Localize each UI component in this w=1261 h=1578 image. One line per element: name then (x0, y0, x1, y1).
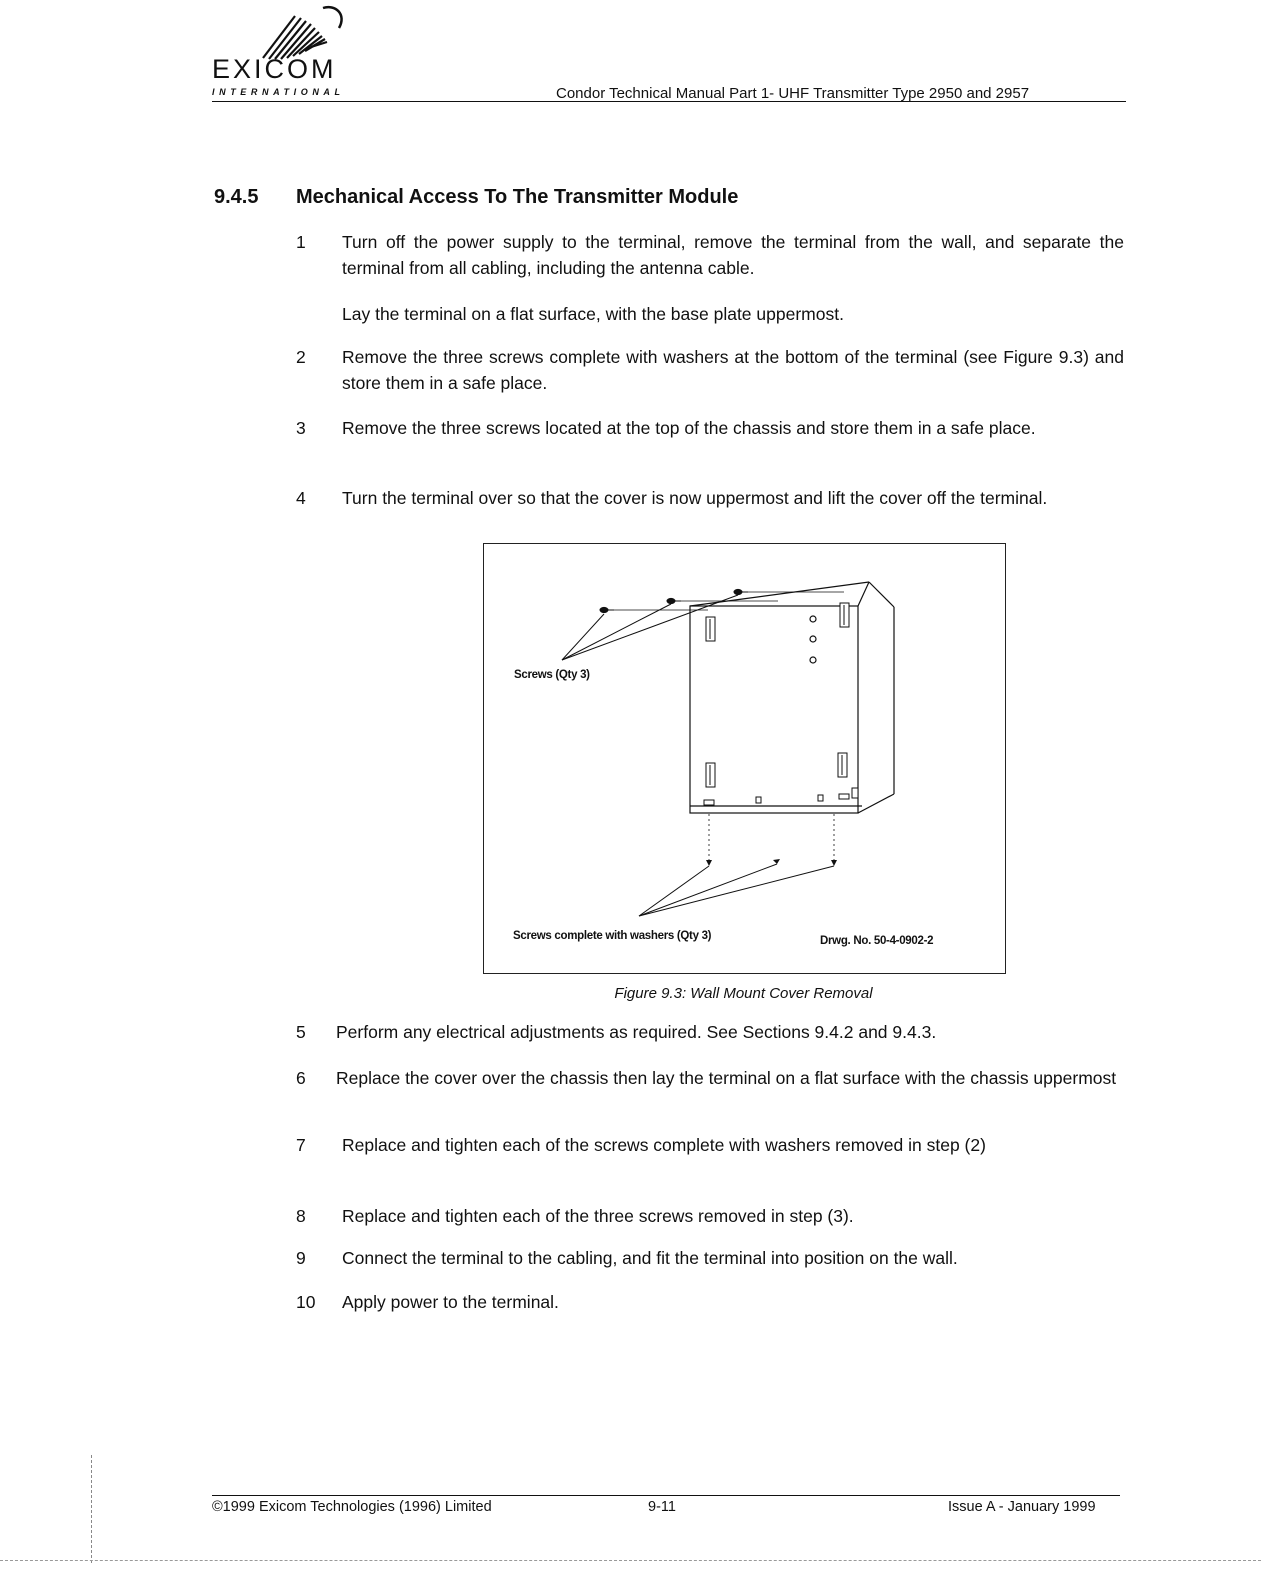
header-title: Condor Technical Manual Part 1- UHF Transmitter Type 2950 and 2957 (556, 85, 1030, 102)
step-text: Apply power to the terminal. (342, 1292, 559, 1312)
step-number: 6 (296, 1068, 306, 1088)
step-6 (296, 1065, 1124, 1091)
step-1-note: Lay the terminal on a flat surface, with the base plate uppermost. (342, 304, 844, 324)
footer-issue: Issue A - January 1999 (948, 1499, 1096, 1515)
step-text: Replace the cover over the chassis then lay the terminal on a flat surface with the chassis uppermost (336, 1068, 1117, 1088)
footer-copyright: ©1999 Exicom Technologies (1996) Limited (212, 1499, 492, 1515)
label-top-screws: Screws (Qty 3) (514, 669, 590, 681)
step-number: 3 (296, 418, 306, 438)
step-10 (296, 1289, 1124, 1315)
scan-margin-line (91, 1455, 92, 1563)
scan-bottom-edge (0, 1560, 1261, 1561)
step-number: 5 (296, 1022, 306, 1042)
step-9 (296, 1245, 1124, 1271)
step-4 (296, 485, 1124, 511)
step-text: Turn the terminal over so that the cover is now uppermost and lift the cover off the terminal. (342, 488, 1048, 508)
step-text: Replace and tighten each of the three screws removed in step (3). (342, 1206, 854, 1226)
figure-wall-mount-cover-removal (483, 543, 1006, 974)
step-1 (296, 229, 1124, 281)
step-text: Replace and tighten each of the screws complete with washers removed in step (2) (342, 1135, 986, 1155)
logo-wordmark: EXICOM (212, 54, 337, 84)
figure-caption: Figure 9.3: Wall Mount Cover Removal (614, 985, 873, 1002)
footer-rule (212, 1495, 1120, 1496)
section-title: Mechanical Access To The Transmitter Module (296, 186, 739, 208)
step-text: Remove the three screws complete with washers at the bottom of the terminal (see Figure 9.3) and store them in a safe place. (342, 347, 1124, 393)
step-number: 4 (296, 488, 306, 508)
step-text: Turn off the power supply to the terminal, remove the terminal from the wall, and separate the terminal from all cabling, including the antenna cable. (342, 232, 1124, 278)
step-number: 8 (296, 1206, 306, 1226)
label-bottom-screws: Screws complete with washers (Qty 3) (513, 930, 712, 942)
step-text: Remove the three screws located at the top of the chassis and store them in a safe place. (342, 418, 1036, 438)
step-7 (296, 1132, 1124, 1158)
logo-subtitle: INTERNATIONAL (212, 87, 345, 97)
header-rule (212, 101, 1126, 102)
step-number: 2 (296, 347, 306, 367)
step-number: 9 (296, 1248, 306, 1268)
terminal-drawing (484, 544, 1005, 973)
step-5 (296, 1019, 1124, 1045)
drawing-number: Drwg. No. 50-4-0902-2 (820, 935, 934, 947)
footer-page-number: 9-11 (648, 1499, 676, 1515)
step-2 (296, 344, 1124, 396)
step-text: Perform any electrical adjustments as required. See Sections 9.4.2 and 9.4.3. (336, 1022, 937, 1042)
step-number: 7 (296, 1135, 306, 1155)
step-text: Connect the terminal to the cabling, and fit the terminal into position on the wall. (342, 1248, 958, 1268)
step-number: 1 (296, 232, 306, 252)
step-8 (296, 1203, 1124, 1229)
step-3 (296, 415, 1124, 441)
step-number: 10 (296, 1292, 316, 1312)
section-number: 9.4.5 (214, 186, 259, 208)
